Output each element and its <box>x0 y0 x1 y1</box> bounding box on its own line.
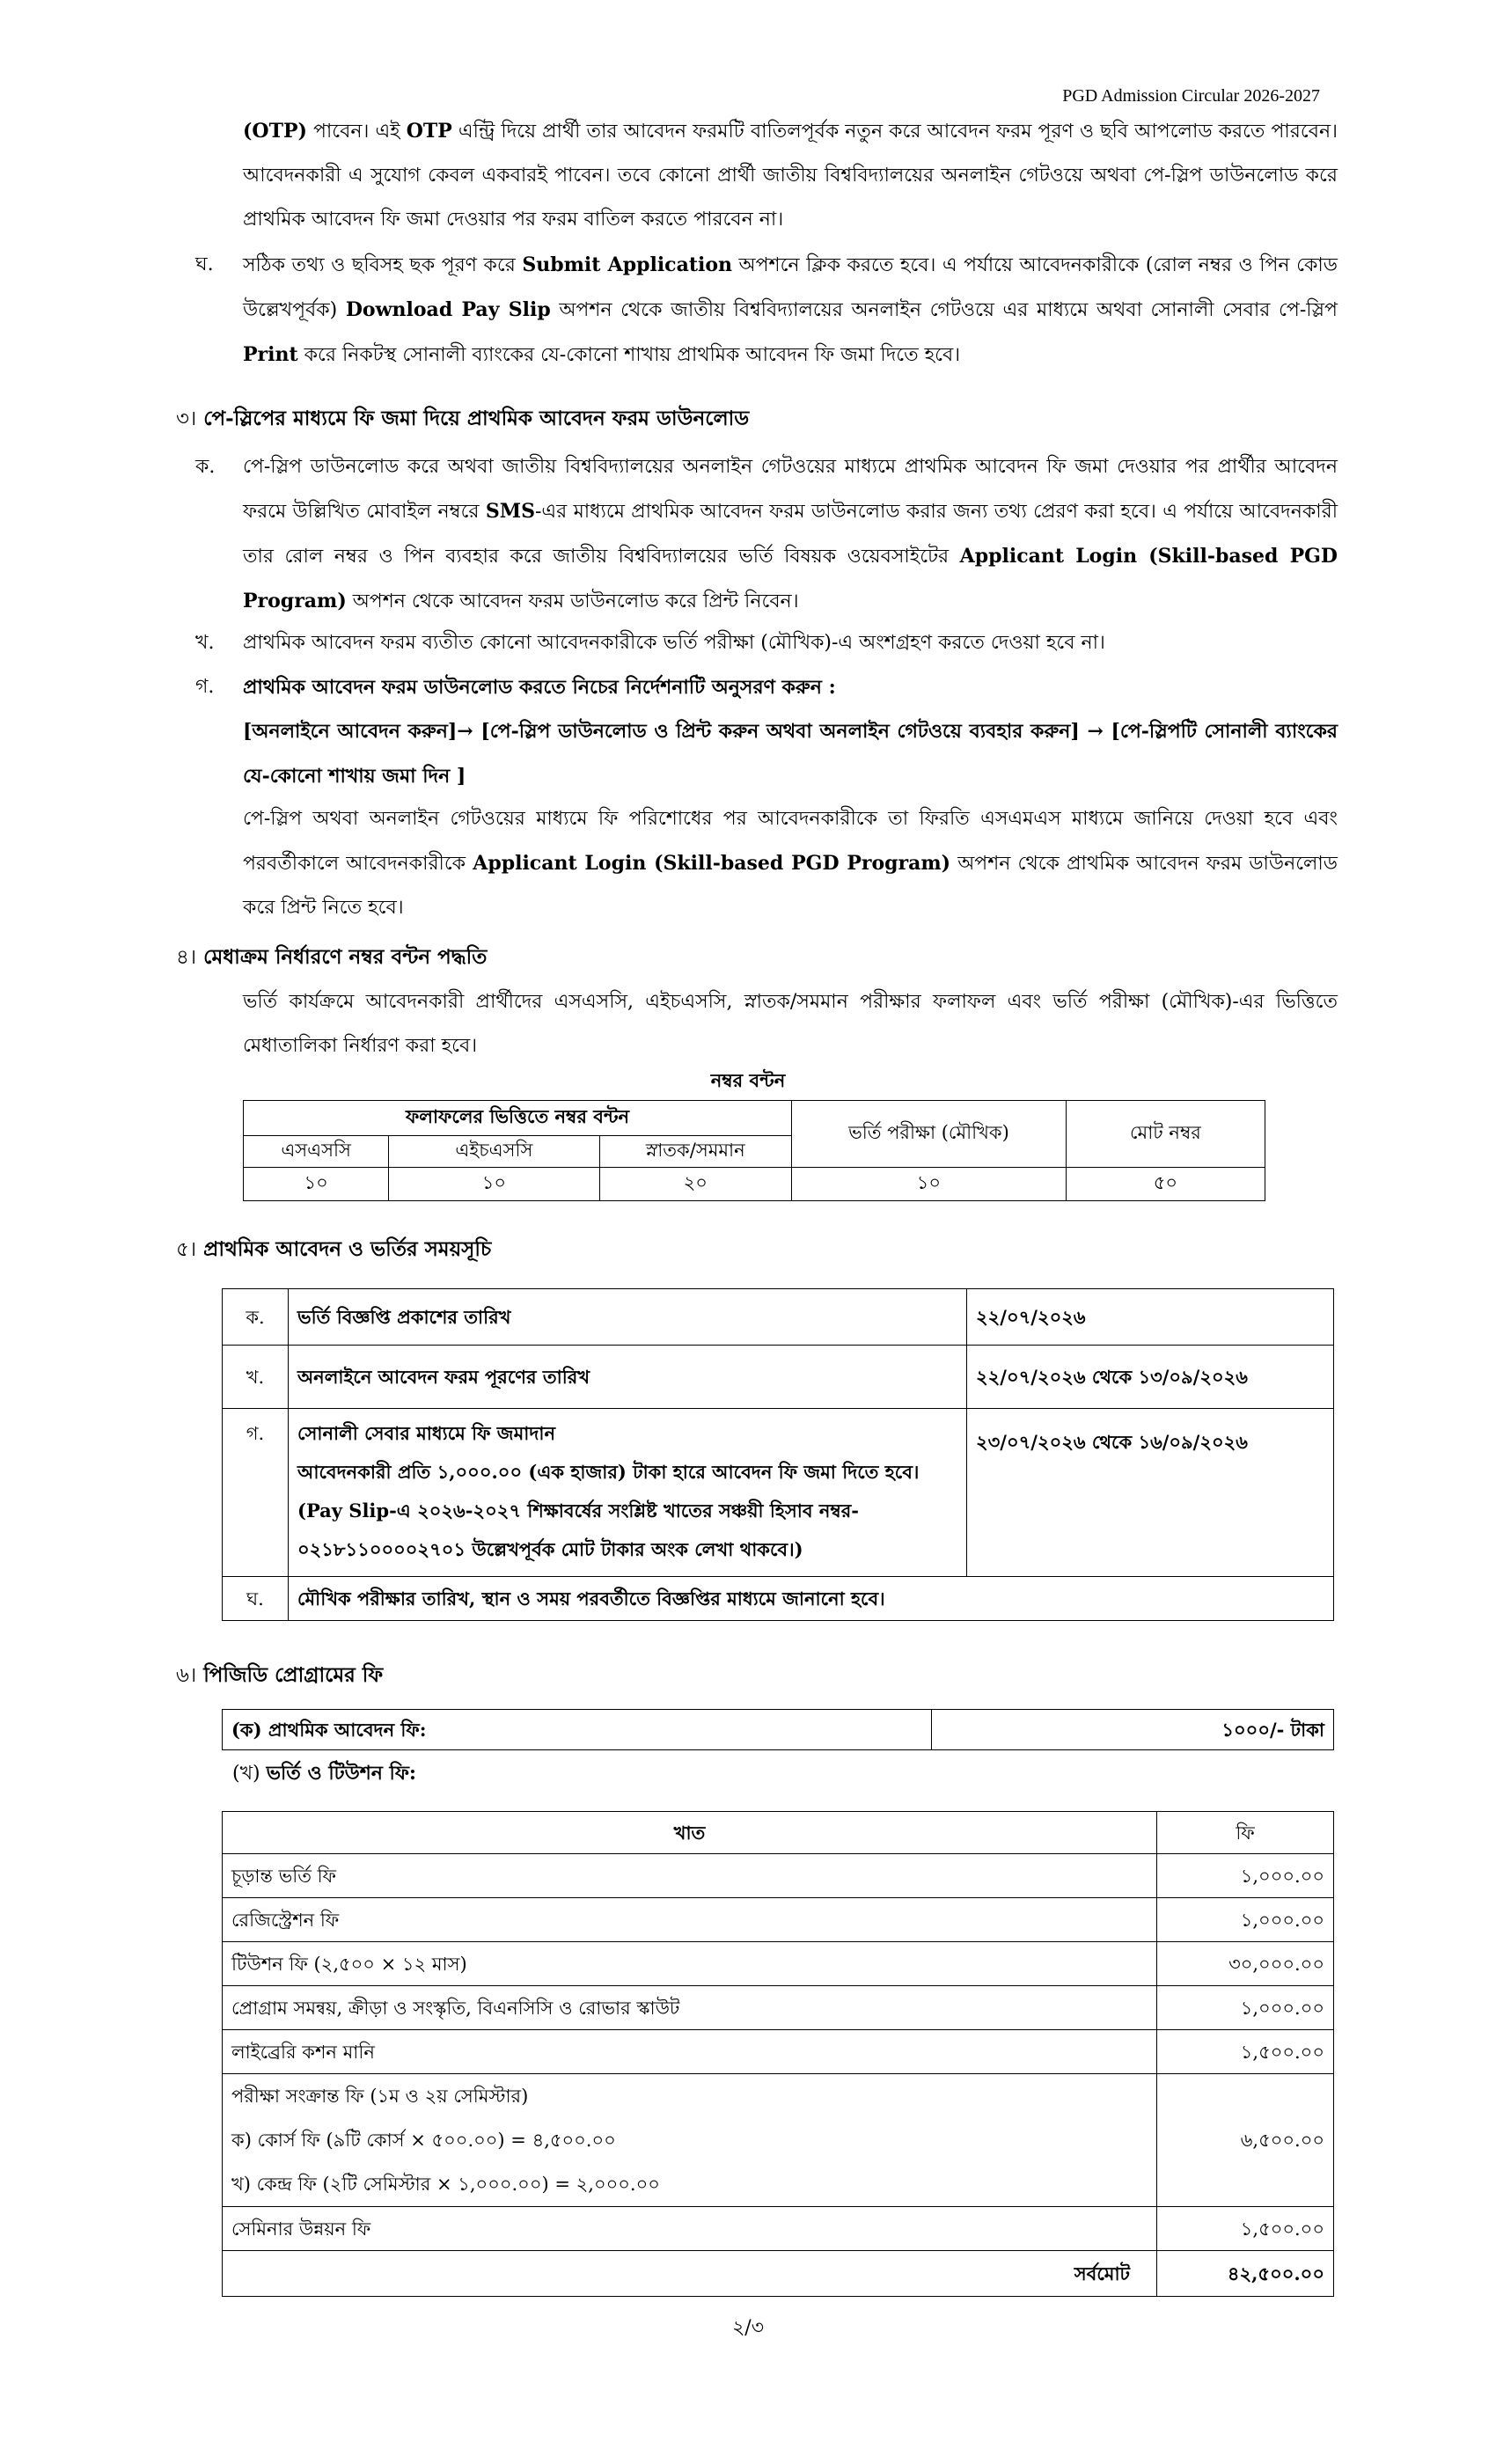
col-hsc: এইচএসসি <box>389 1136 599 1168</box>
val-total: ৫০ <box>1066 1168 1265 1201</box>
col-viva: ভর্তি পরীক্ষা (মৌখিক) <box>792 1101 1067 1168</box>
val-viva: ১০ <box>792 1168 1067 1201</box>
page-number: ২/৩ <box>731 2317 765 2339</box>
table-row: গ. সোনালী সেবার মাধ্যমে ফি জমাদান আবেদনকারী প্রতি ১,০০০.০০ (এক হাজার) টাকা হারে আবেদন ফি জমা দিতে হবে। (Pay Slip-এ ২০২৬-২০২৭ শিক্ষাবর্ষের সংশ্লিষ্ট খাতের সঞ্চয়ী হিসাব নম্বর- ০২১৮১১০০০০২৭০১ উল্লেখপূর্বক মোট টাকার অংক লেখা থাকবে।) ২৩/০৭/২০২৬ থেকে ১৬/০৯/২০২৬ <box>223 1409 1334 1577</box>
val-ssc: ১০ <box>244 1168 389 1201</box>
table-row: খ. অনলাইনে আবেদন ফরম পূরণের তারিখ ২২/০৭/২০২৬ থেকে ১৩/০৯/২০২৬ <box>223 1346 1334 1409</box>
section-4-paragraph: ভর্তি কার্যক্রমে আবেদনকারী প্রার্থীদের এসএসসি, এইচএসসি, স্নাতক/সমমান পরীক্ষার ফলাফল এবং ভর্তি পরীক্ষা (মৌখিক)-এর ভিত্তিতে মেধাতালিকা নির্ধারণ করা হবে। <box>243 991 1338 1057</box>
section-6-heading: ৬। পিজিডি প্রোগ্রামের ফি <box>176 1663 384 1687</box>
table-row: টিউশন ফি (২,৫০০ × ১২ মাস) ৩০,০০০.০০ <box>223 1942 1334 1986</box>
col-ssc: এসএসসি <box>244 1136 389 1168</box>
section-3-heading: ৩। পে-স্লিপের মাধ্যমে ফি জমা দিয়ে প্রাথমিক আবেদন ফরম ডাউনলোড <box>176 407 750 430</box>
section-4-heading: ৪। মেধাক্রম নির্ধারণে নম্বর বন্টন পদ্ধতি <box>176 945 488 969</box>
table-row: রেজিস্ট্রেশন ফি ১,০০০.০০ <box>223 1898 1334 1942</box>
schedule-table <box>222 1288 1334 1621</box>
col-total: মোট নম্বর <box>1066 1101 1265 1168</box>
circular-header: PGD Admission Circular 2026-2027 <box>1062 86 1320 106</box>
item-gha-mark: ঘ. <box>195 253 214 275</box>
prelim-fee-value: ১০০০/- টাকা <box>1221 1718 1324 1741</box>
marks-table-caption: নম্বর বন্টন <box>710 1069 786 1091</box>
item-kha-mark: খ. <box>195 632 215 654</box>
item-ga-flow: [অনলাইনে আবেদন করুন]→ [পে-স্লিপ ডাউনলোড ও প্রিন্ট করুন অথবা অনলাইন গেটওয়ে ব্যবহার করুন] → [পে-স্লিপটি সোনালী ব্যাংকের যে-কোনো শাখায় জমা দিন ] <box>243 720 1338 788</box>
item-gha-text: সঠিক তথ্য ও ছবিসহ ছক পূরণ করে Submit Application অপশনে ক্লিক করতে হবে। এ পর্যায়ে আবেদনকারীকে (রোল নম্বর ও পিন কোড উল্লেখপূর্বক) Download Pay Slip অপশন থেকে জাতীয় বিশ্ববিদ্যালয়ের অনলাইন গেটওয়ে এর মাধ্যমে অথবা সোনালী সেবার পে-স্লিপ Print করে নিকটস্থ সোনালী ব্যাংকের যে-কোনো শাখায় প্রাথমিক আবেদন ফি জমা দিতে হবে। <box>243 253 1338 366</box>
table-total-row: সর্বমোট ৪২,৫০০.০০ <box>223 2251 1334 2297</box>
item-ga-paragraph: পে-স্লিপ অথবা অনলাইন গেটওয়ের মাধ্যমে ফি পরিশোধের পর আবেদনকারীকে তা ফিরতি এসএমএস মাধ্যমে জানিয়ে দেওয়া হবে এবং পরবর্তীকালে আবেদনকারীকে Applicant Login (Skill-based PGD Program) অপশন থেকে প্রাথমিক আবেদন ফরম ডাউনলোড করে প্রিন্ট নিতে হবে। <box>243 808 1338 919</box>
table-row: সেমিনার উন্নয়ন ফি ১,৫০০.০০ <box>223 2207 1334 2251</box>
item-ga-title: প্রাথমিক আবেদন ফরম ডাউনলোড করতে নিচের নির্দেশনাটি অনুসরণ করুন : <box>243 676 836 699</box>
tuition-fee-table <box>222 1811 1334 2297</box>
val-hsc: ১০ <box>389 1168 599 1201</box>
group-header: ফলাফলের ভিত্তিতে নম্বর বন্টন <box>244 1101 792 1136</box>
table-row: লাইব্রেরি কশন মানি ১,৫০০.০০ <box>223 2030 1334 2074</box>
table-row: চূড়ান্ত ভর্তি ফি ১,০০০.০০ <box>223 1854 1334 1898</box>
table-row: প্রোগ্রাম সমন্বয়, ক্রীড়া ও সংস্কৃতি, বিএনসিসি ও রোভার স্কাউট ১,০০০.০০ <box>223 1986 1334 2030</box>
col-grad: স্নাতক/সমমান <box>599 1136 791 1168</box>
item-kha-text: প্রাথমিক আবেদন ফরম ব্যতীত কোনো আবেদনকারীকে ভর্তি পরীক্ষা (মৌখিক)-এ অংশগ্রহণ করতে দেওয়া হবে না। <box>243 632 1105 654</box>
marks-distribution-table <box>243 1100 1265 1201</box>
section-5-heading: ৫। প্রাথমিক আবেদন ও ভর্তির সময়সূচি <box>176 1237 492 1261</box>
intro-paragraph: (OTP) পাবেন। এই OTP এন্ট্রি দিয়ে প্রার্থী তার আবেদন ফরমটি বাতিলপূর্বক নতুন করে আবেদন ফরম পূরণ ও ছবি আপলোড করতে পারবেন। আবেদনকারী এ সুযোগ কেবল একবারই পাবেন। তবে কোনো প্রার্থী জাতীয় বিশ্ববিদ্যালয়ের অনলাইন গেটওয়ে অথবা পে-স্লিপ ডাউনলোড করে প্রাথমিক আবেদন ফি জমা দেওয়ার পর ফরম বাতিল করতে পারবেন না। <box>243 120 1338 231</box>
table-header-row: খাত ফি <box>223 1812 1334 1854</box>
table-row: ঘ. মৌখিক পরীক্ষার তারিখ, স্থান ও সময় পরবর্তীতে বিজ্ঞপ্তির মাধ্যমে জানানো হবে। <box>223 1577 1334 1621</box>
item-ka-mark: ক. <box>195 456 216 478</box>
table-row: পরীক্ষা সংক্রান্ত ফি (১ম ও ২য় সেমিস্টার) ক) কোর্স ফি (৯টি কোর্স × ৫০০.০০) = ৪,৫০০.০০ খ) কেন্দ্র ফি (২টি সেমিস্টার × ১,০০০.০০) = ২,০০০.০০ ৬,৫০০.০০ <box>223 2074 1334 2207</box>
item-ka-text: পে-স্লিপ ডাউনলোড করে অথবা জাতীয় বিশ্ববিদ্যালয়ের অনলাইন গেটওয়ের মাধ্যমে প্রাথমিক আবেদন ফি জমা দেওয়ার পর প্রার্থীর আবেদন ফরমে উল্লিখিত মোবাইল নম্বরে SMS-এর মাধ্যমে প্রাথমিক আবেদন ফরম ডাউনলোড করার জন্য তথ্য প্রেরণ করা হবে। এ পর্যায়ে আবেদনকারী তার রোল নম্বর ও পিন ব্যবহার করে জাতীয় বিশ্ববিদ্যালয়ের ভর্তি বিষয়ক ওয়েবসাইটের Applicant Login (Skill-based PGD Program) অপশন থেকে আবেদন ফরম ডাউনলোড করে প্রিন্ট নিবেন। <box>243 456 1338 612</box>
table-row: ক. ভর্তি বিজ্ঞপ্তি প্রকাশের তারিখ ২২/০৭/২০২৬ <box>223 1289 1334 1346</box>
tuition-fee-label: (খ) ভর্তি ও টিউশন ফি: <box>232 1762 417 1785</box>
prelim-fee-box <box>222 1709 1334 1750</box>
val-grad: ২০ <box>599 1168 791 1201</box>
prelim-fee-label: (ক) প্রাথমিক আবেদন ফি: <box>231 1718 427 1741</box>
item-ga-mark: গ. <box>195 676 215 698</box>
